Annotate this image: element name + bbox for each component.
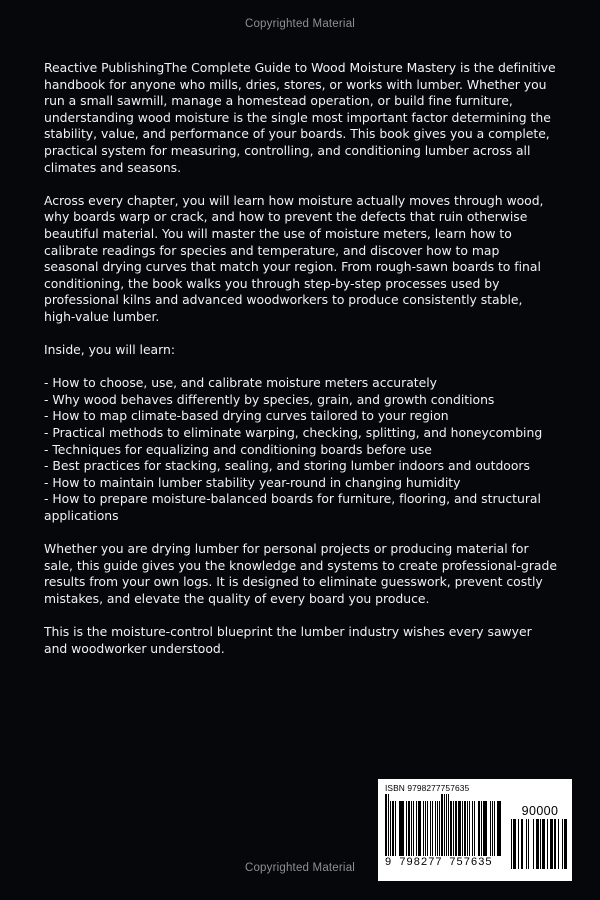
ean-digits-right: 757635 bbox=[449, 856, 493, 868]
back-cover-blurb bbox=[44, 60, 557, 657]
blurb-paragraph-2: Across every chapter, you will learn how moisture actually moves through wood, why boards warp or crack, and how to prevent the defects that ruin otherwise beautiful material. You will master the use of moisture meters, learn how to calibrate readings for species and temperature, and discover how to map seasonal drying curves that match your region. From rough-sawn boards to final conditioning, the book walks you through step-by-step processes used by professional kilns and advanced woodworkers to produce consistently stable, high-value lumber. bbox=[44, 192, 544, 324]
blurb-list-intro: Inside, you will learn: bbox=[44, 342, 175, 358]
blurb-paragraph-3: Whether you are drying lumber for personal projects or producing material for sale, this guide gives you the knowledge and systems to create professional-grade results from your own logs. It is designed to eliminate guesswork, prevent costly mistakes, and elevate the quality of every board you produce. bbox=[44, 541, 557, 606]
list-item: - How to prepare moisture-balanced boards for furniture, flooring, and structural applications bbox=[44, 491, 541, 524]
list-item: - Techniques for equalizing and conditioning boards before use bbox=[44, 441, 432, 457]
blurb-paragraph-4: This is the moisture-control blueprint the lumber industry wishes every sawyer and woodworker understood. bbox=[44, 624, 532, 656]
list-item: - How to map climate-based drying curves tailored to your region bbox=[44, 408, 449, 424]
isbn-barcode-block bbox=[378, 779, 572, 881]
ean-digits-left: 798277 bbox=[399, 856, 443, 868]
list-item: - How to choose, use, and calibrate moisture meters accurately bbox=[44, 375, 437, 391]
list-item: - How to maintain lumber stability year-round in changing humidity bbox=[44, 474, 461, 490]
feature-bullet-list bbox=[44, 375, 557, 524]
list-item: - Best practices for stacking, sealing, and storing lumber indoors and outdoors bbox=[44, 458, 530, 474]
ean-digit-lead: 9 bbox=[385, 856, 393, 868]
ean5-supplement bbox=[511, 794, 569, 869]
copyright-watermark-top: Copyrighted Material bbox=[244, 18, 356, 30]
blurb-paragraph-1: Reactive PublishingThe Complete Guide to Wood Moisture Mastery is the definitive handbook for anyone who mills, dries, stores, or works with lumber. Whether you run a small sawmill, manage a homestead operation, or build fine furniture, understanding wood moisture is the single most important factor determining the stability, value, and performance of your boards. This book gives you a complete, practical system for measuring, controlling, and conditioning lumber across all climates and seasons. bbox=[44, 60, 556, 175]
list-item: - Practical methods to eliminate warping, checking, splitting, and honeycombing bbox=[44, 425, 543, 441]
ean13-barcode bbox=[385, 794, 503, 868]
isbn-label: ISBN 9798277757635 bbox=[385, 783, 470, 793]
barcode-row bbox=[385, 794, 566, 869]
list-item: - Why wood behaves differently by species, grain, and growth conditions bbox=[44, 391, 495, 407]
ean13-bars-icon bbox=[385, 794, 503, 856]
ean5-bars-icon bbox=[511, 819, 569, 869]
copyright-watermark-bottom: Copyrighted Material bbox=[244, 862, 356, 874]
ean13-digits bbox=[385, 856, 503, 868]
price-code-label: 90000 bbox=[521, 804, 559, 818]
